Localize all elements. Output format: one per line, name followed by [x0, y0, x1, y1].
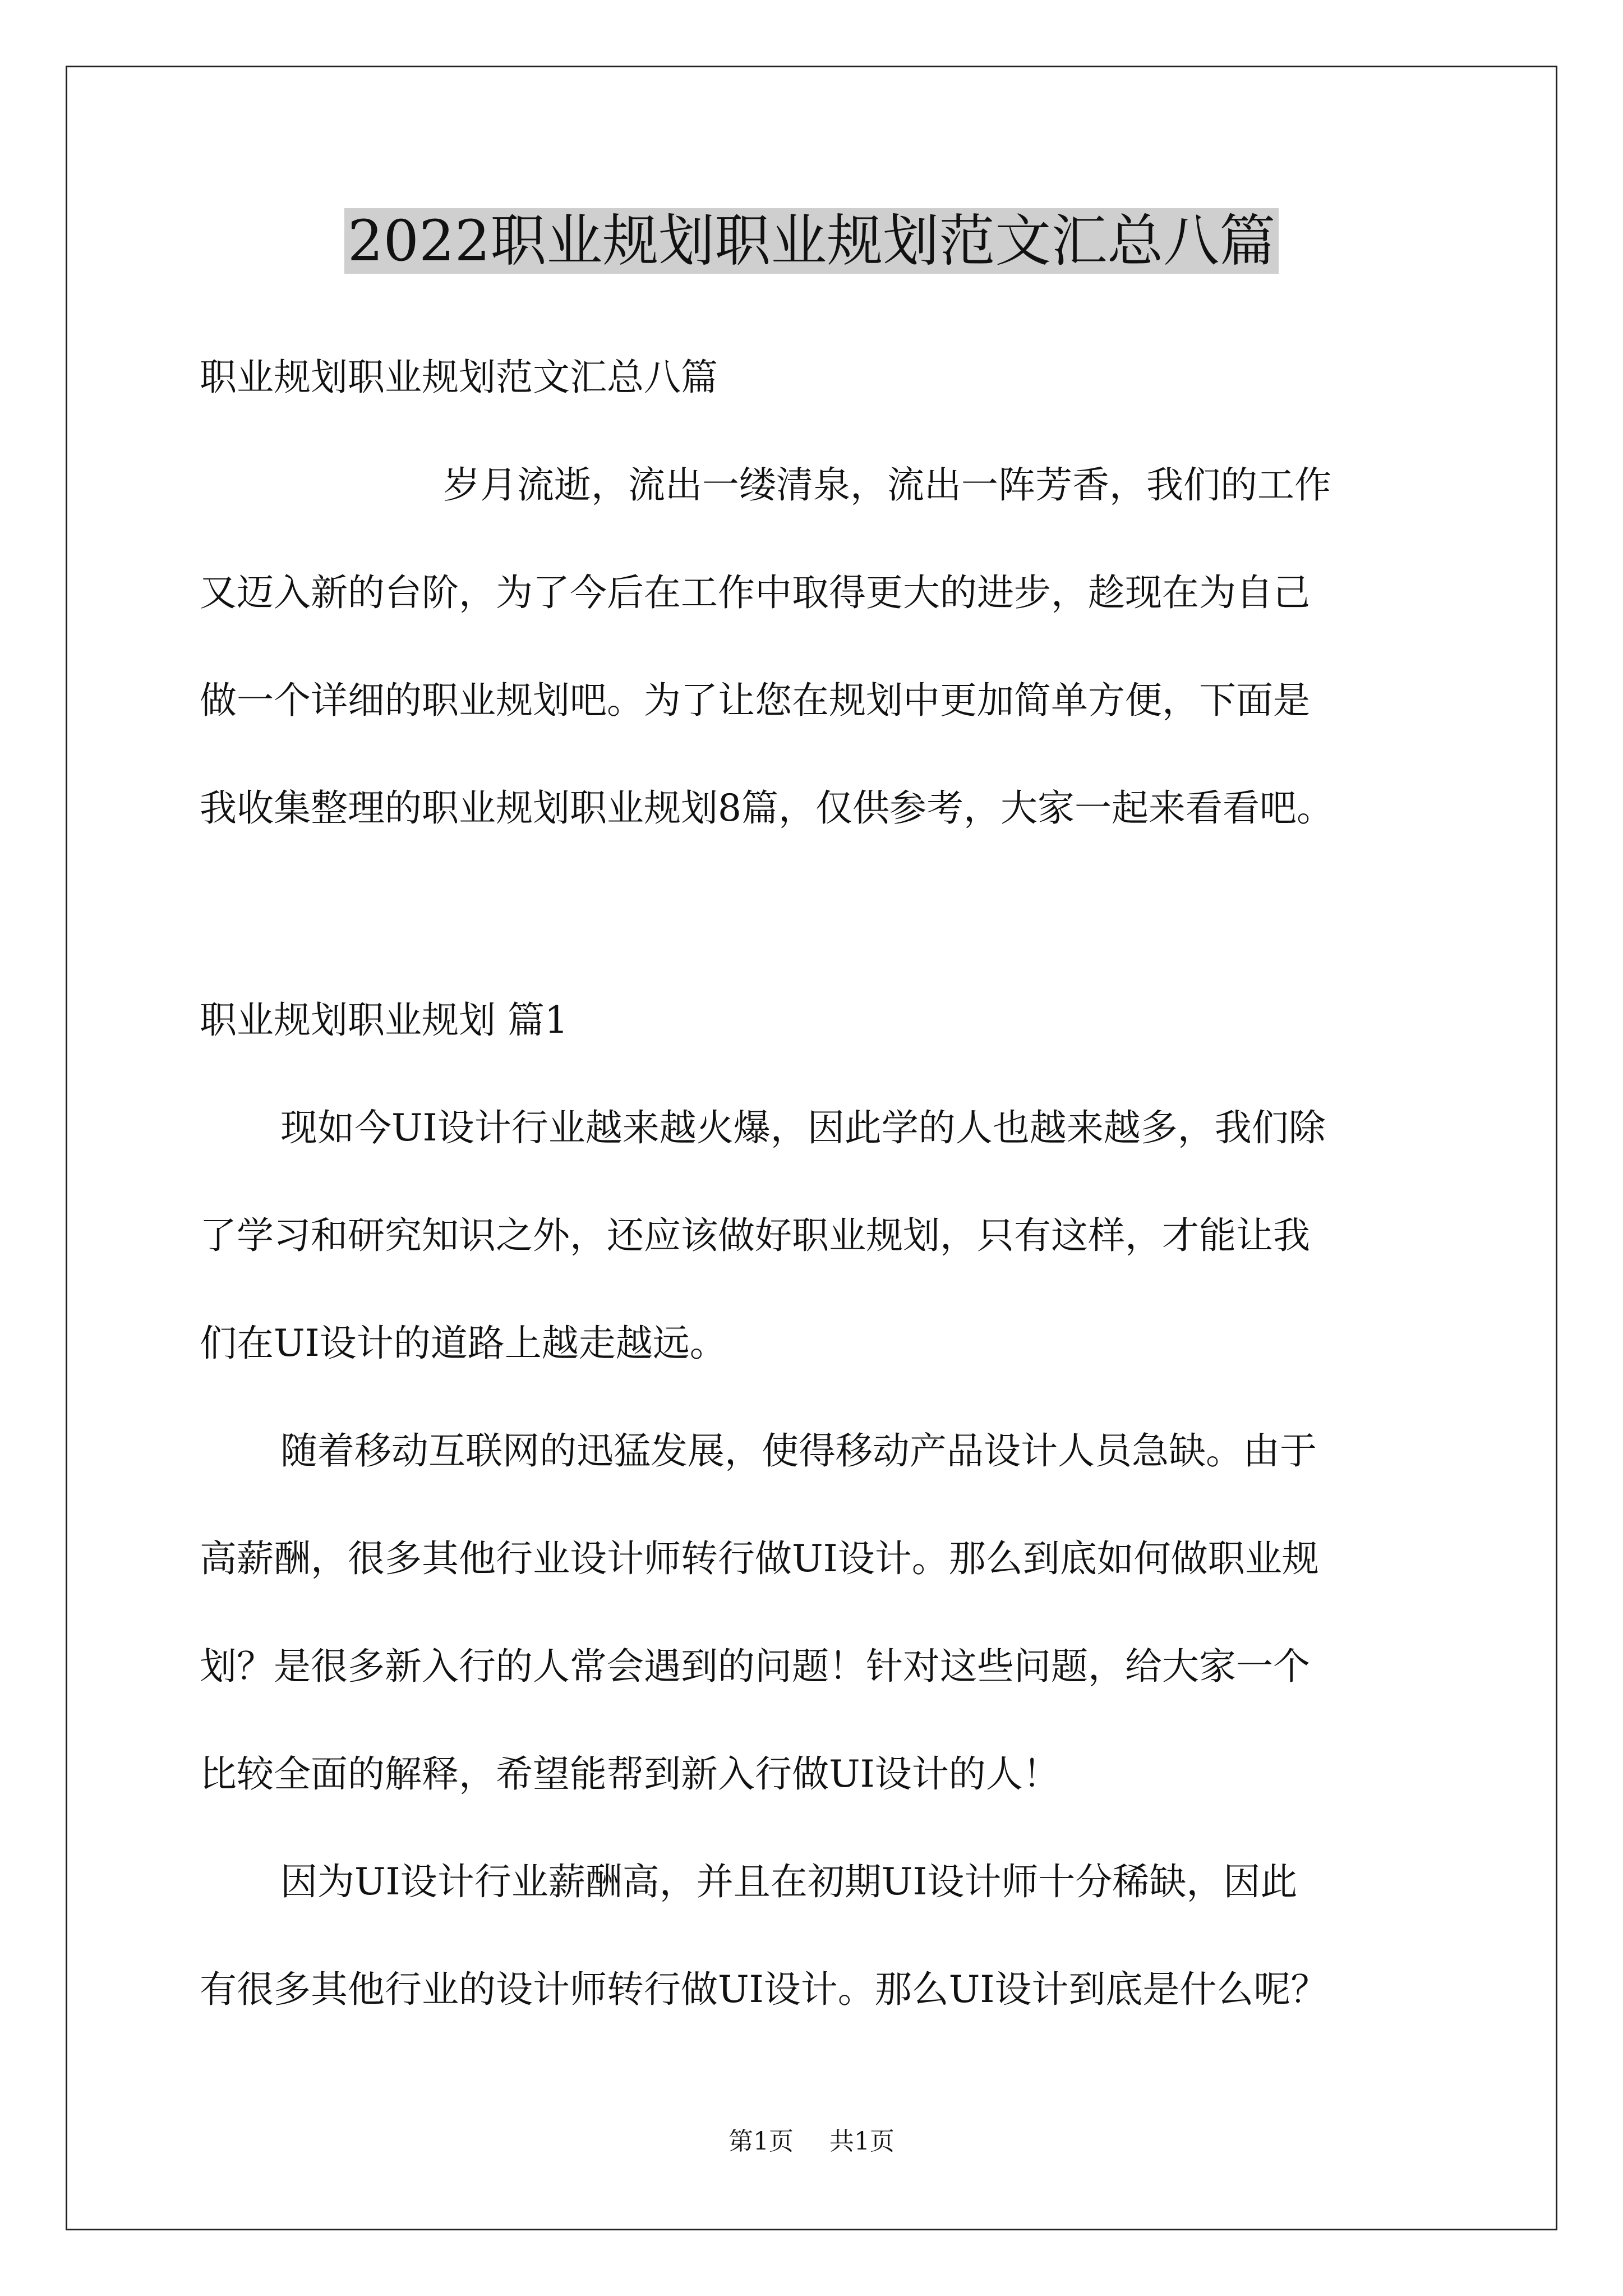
page-total: 共1页 — [829, 2127, 895, 2156]
document-subtitle: 职业规划职业规划范文汇总八篇 — [200, 356, 718, 399]
intro-line-3: 做一个详细的职业规划吧。为了让您在规划中更加简单方便，下面是 — [200, 679, 1310, 722]
paragraph-1-line-3: 们在UI设计的道路上越走越远。 — [200, 1322, 727, 1365]
intro-line-4: 我收集整理的职业规划职业规划8篇，仅供参考，大家一起来看看吧。 — [200, 786, 1334, 830]
intro-line-2: 又迈入新的台阶，为了今后在工作中取得更大的进步，趁现在为自己 — [200, 571, 1310, 614]
paragraph-1-line-1: 现如今UI设计行业越来越火爆，因此学的人也越来越多，我们除 — [280, 1106, 1326, 1149]
paragraph-3-line-2: 有很多其他行业的设计师转行做UI设计。那么UI设计到底是什么呢？ — [200, 1968, 1328, 2011]
paragraph-1-line-2: 了学习和研究知识之外，还应该做好职业规划，只有这样，才能让我 — [200, 1214, 1310, 1257]
document-title — [0, 202, 1623, 280]
page-number: 第1页 — [728, 2127, 794, 2156]
intro-line-1: 岁月流逝，流出一缕清泉，流出一阵芳香，我们的工作 — [443, 463, 1331, 507]
document-title-text: 2022职业规划职业规划范文汇总八篇 — [344, 208, 1279, 274]
section-heading: 职业规划职业规划 篇1 — [200, 999, 568, 1042]
paragraph-2-line-3: 划？是很多新入行的人常会遇到的问题！针对这些问题，给大家一个 — [200, 1645, 1310, 1688]
paragraph-3-line-1: 因为UI设计行业薪酬高，并且在初期UI设计师十分稀缺，因此 — [280, 1860, 1298, 1903]
paragraph-2-line-4: 比较全面的解释，希望能帮到新入行做UI设计的人！ — [200, 1752, 1060, 1796]
paragraph-2-line-1: 随着移动互联网的迅猛发展，使得移动产品设计人员急缺。由于 — [280, 1429, 1317, 1473]
page-footer — [0, 2125, 1623, 2159]
paragraph-2-line-2: 高薪酬，很多其他行业设计师转行做UI设计。那么到底如何做职业规 — [200, 1537, 1319, 1580]
